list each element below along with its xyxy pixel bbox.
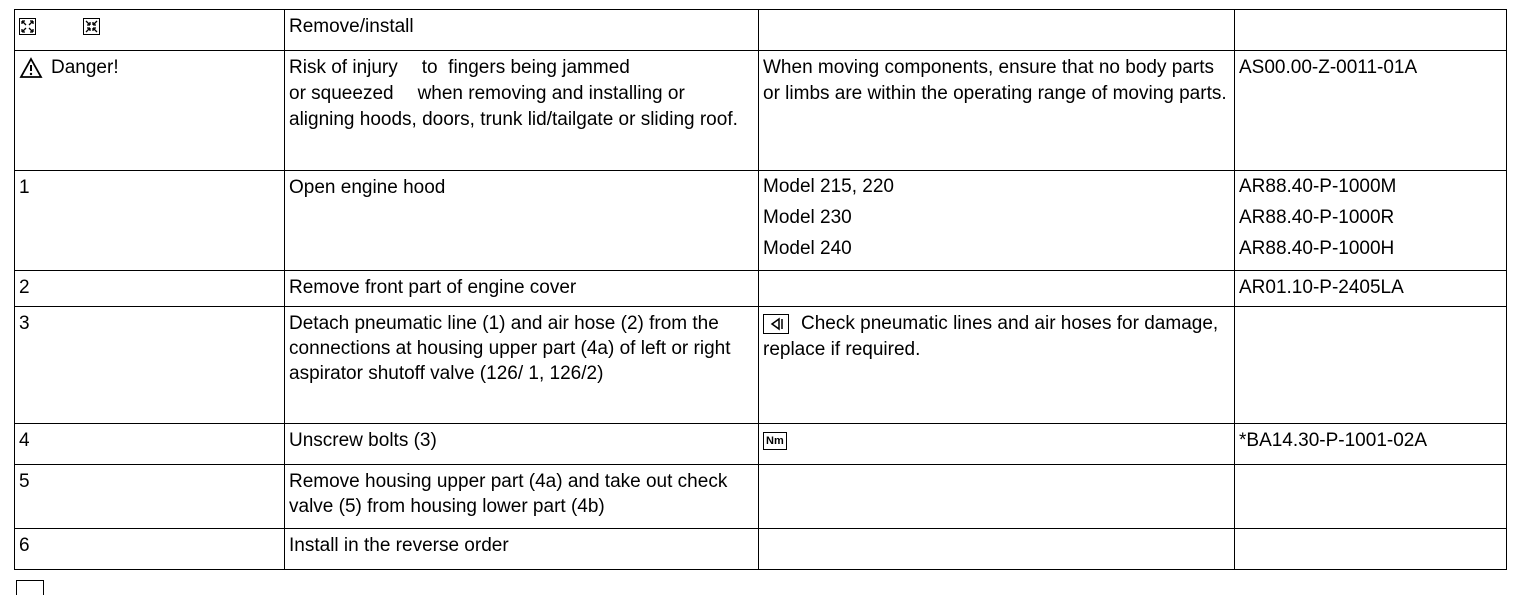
step-models: Model 215, 220 Model 230 Model 240 [759,171,1235,271]
step-ref: *BA14.30-P-1001-02A [1235,424,1507,465]
torque-icon: Nm [763,432,787,450]
step-row [15,529,1507,570]
step-number: 3 [15,307,285,424]
step-note: Check pneumatic lines and air hoses for damage, replace if required. [759,307,1235,424]
step-text: Install in the reverse order [285,529,759,570]
step-text: Remove housing upper part (4a) and take out check valve (5) from housing lower part (4b) [285,465,759,529]
step-row [15,424,1507,465]
step-row [15,271,1507,307]
step-number: 1 [15,171,285,271]
step-refs: AR88.40-P-1000M AR88.40-P-1000R AR88.40-P-1000H [1235,171,1507,271]
header-row [15,10,1507,51]
danger-ref: AS00.00-Z-0011-01A [1235,51,1507,171]
remove-install-icons [15,10,285,51]
step-number: 2 [15,271,285,307]
step-text: Unscrew bolts (3) [285,424,759,465]
remove-icon [19,18,36,35]
step-number: 6 [15,529,285,570]
step-ref: AR01.10-P-2405LA [1235,271,1507,307]
danger-measure: When moving components, ensure that no body parts or limbs are within the operating range of moving parts. [759,51,1235,171]
danger-label: Danger! [51,57,119,78]
procedure-table [14,9,1507,570]
danger-text: Risk of injury to fingers being jammed or squeezed when removing and installing or aligning hoods, doors, trunk lid/tailgate or sliding roof. [285,51,759,171]
step-number: 5 [15,465,285,529]
step-number: 4 [15,424,285,465]
step-text: Detach pneumatic line (1) and air hose (2) from the connections at housing upper part (4a) of left or right aspirator shutoff valve (126/ 1, 126/2) [285,307,759,424]
step-text: Open engine hood [285,171,759,271]
danger-row [15,51,1507,171]
inspect-icon [763,314,789,334]
warning-triangle-icon [19,57,43,79]
step-row [15,307,1507,424]
procedure-title: Remove/install [285,10,759,51]
step-row [15,465,1507,529]
step-text: Remove front part of engine cover [285,271,759,307]
install-icon [83,18,100,35]
step-row [15,171,1507,271]
